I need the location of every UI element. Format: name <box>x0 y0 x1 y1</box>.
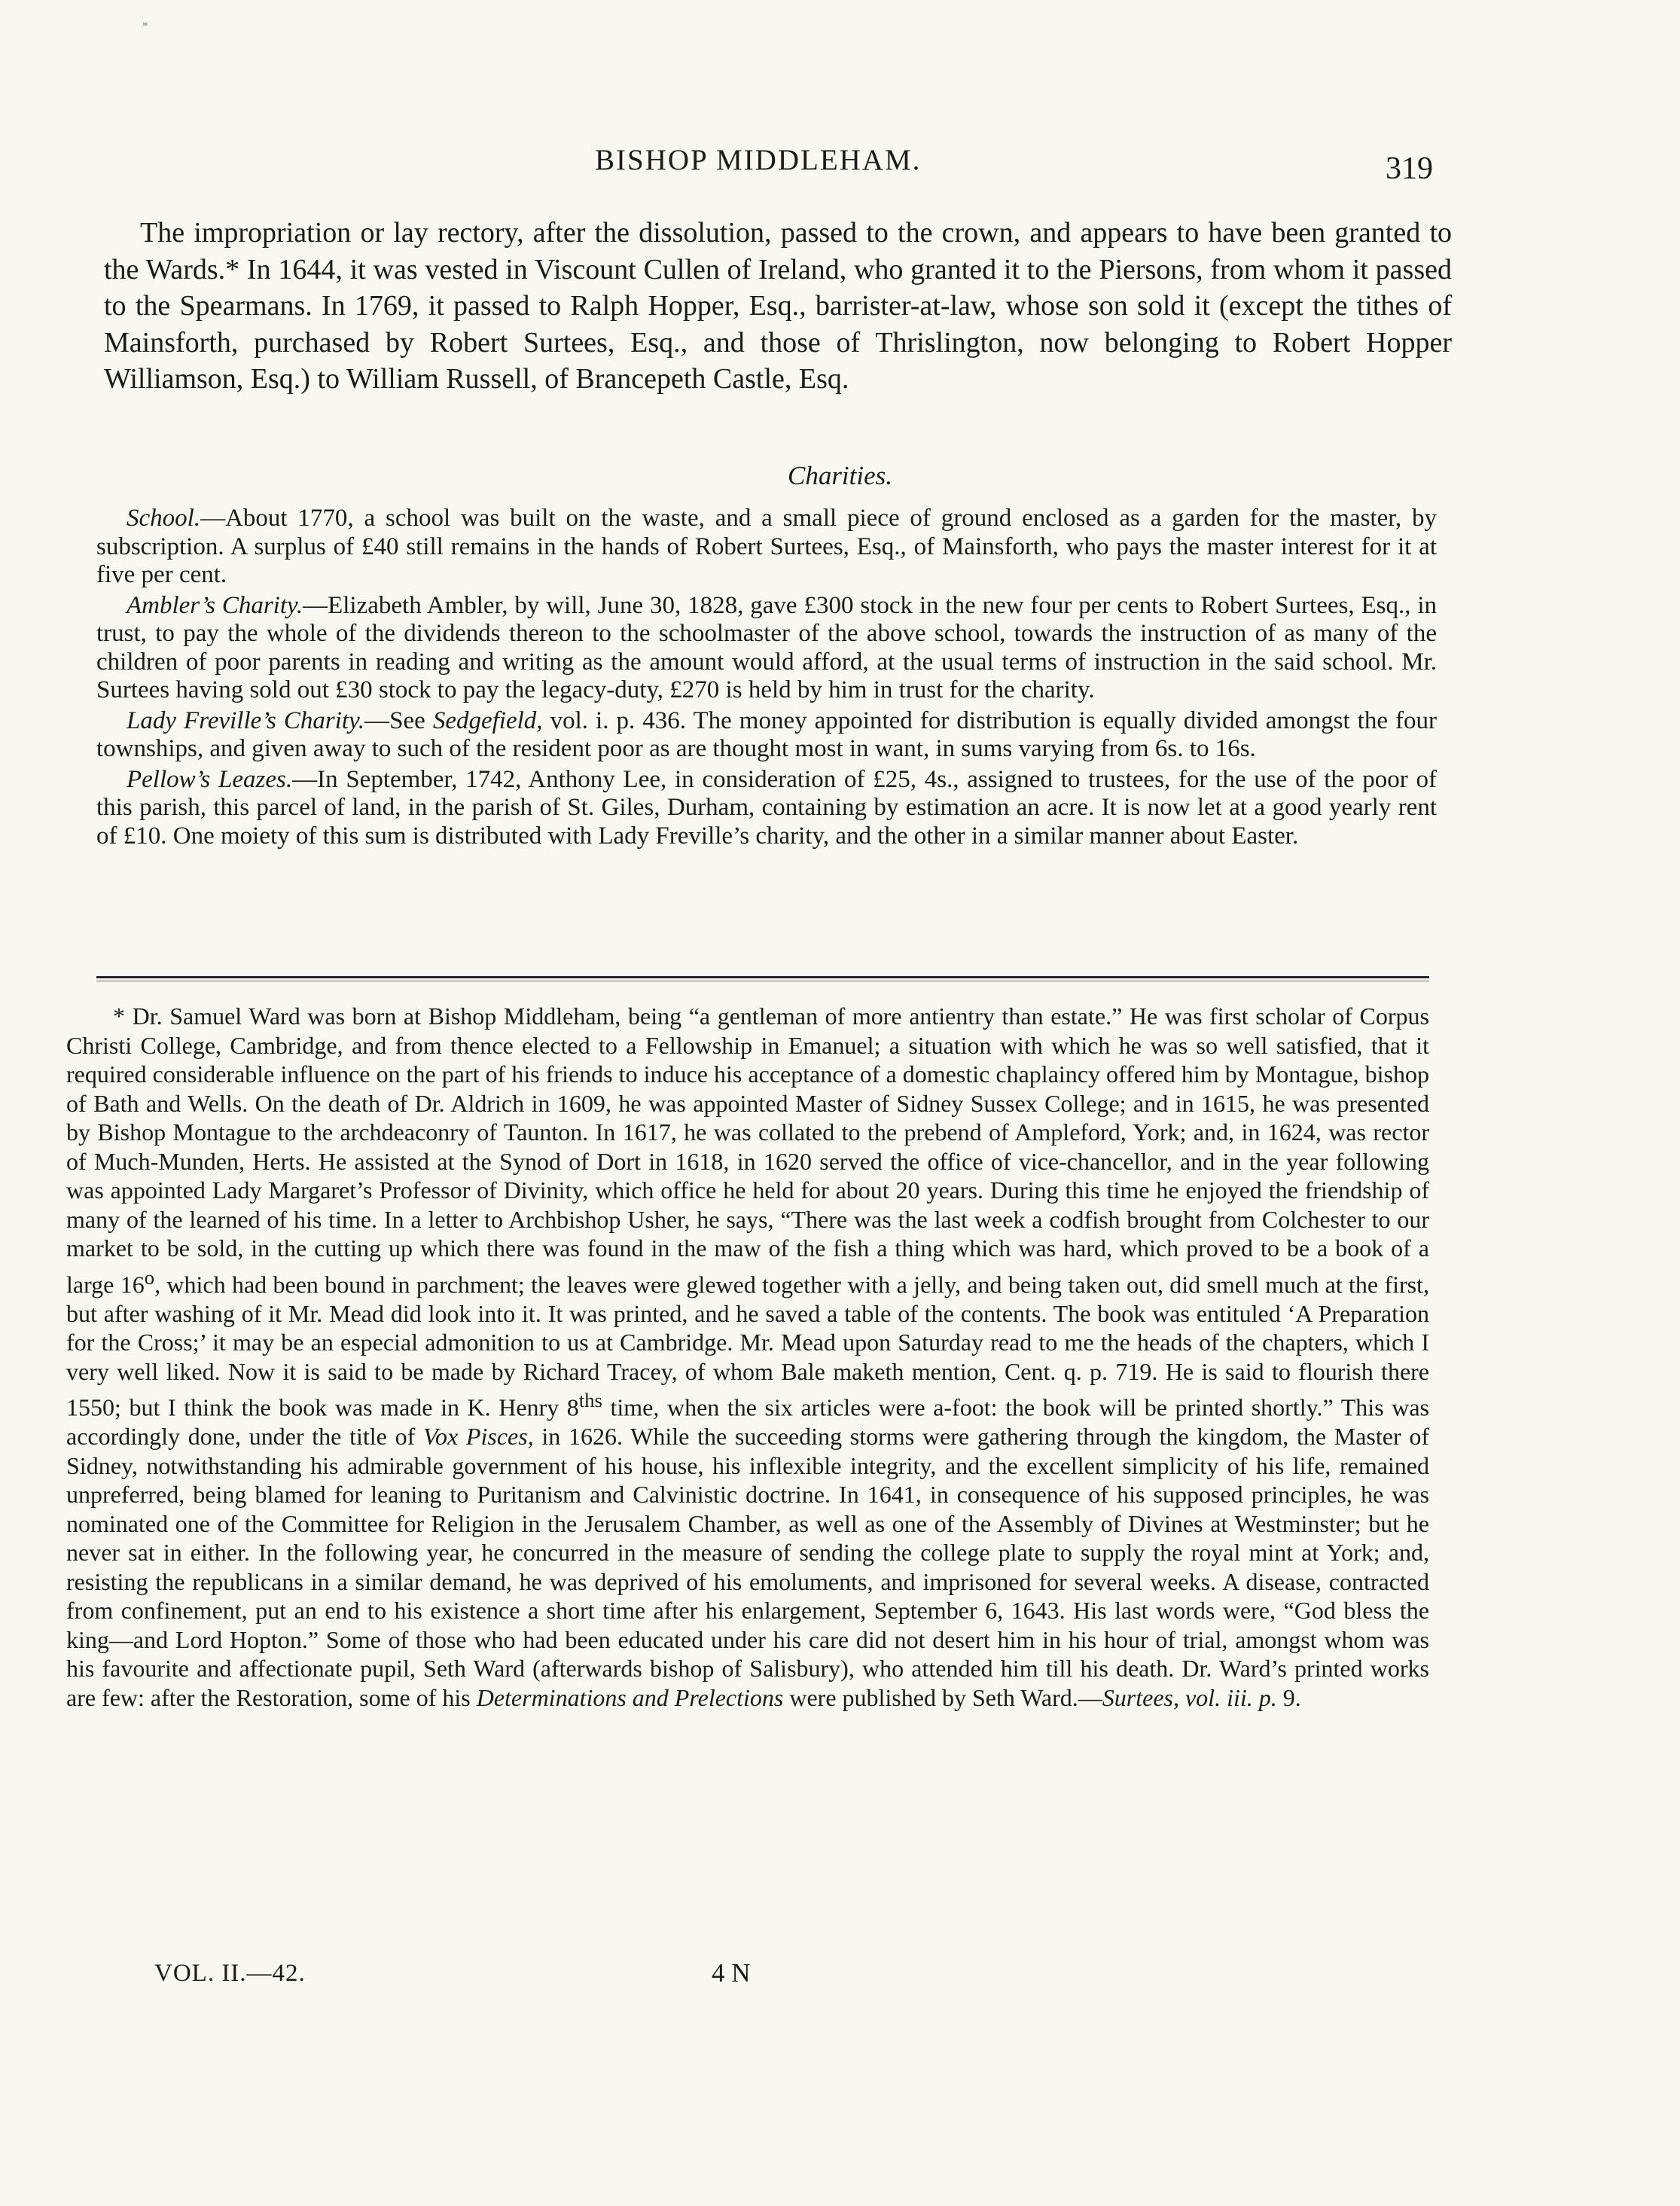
footnote-text: were published by Seth Ward.— <box>783 1683 1102 1711</box>
footnote-superscript: o <box>144 1265 155 1289</box>
footnote-text: in 1626. While the succeeding storms were gathering through the kingdom, the Master of Sidney, notwithstanding his admirable government of his house, his inflexible integrity, and the excellent simplicity of his life, remained unpreferred, being blamed for leaning to Puritanism and Calvinistic doctrine. In 1641, in consequence of his supposed principles, he was nominated one of the Committee for Religion in the Jerusalem Chamber, as well as one of the Assembly of Divines at Westminster; but he never sat in either. In the following year, he concurred in the measure of sending the college plate to supply the royal mint at York; and, resisting the republicans in a similar demand, he was deprived of his emoluments, and imprisoned for several weeks. A disease, contracted from confinement, put an end to his existence a short time after his enlargement, September 6, 1643. His last words were, “God bless the king—and Lord Hopton.” Some of those who had been educated under his care did not desert him in his hour of trial, amongst whom was his favourite and affectionate pupil, Seth Ward (afterwards bishop of Salisbury), who attended him till his death. Dr. Ward’s printed works are few: after the Restoration, some of his <box>66 1423 1430 1711</box>
main-paragraph: The impropriation or lay rectory, after the dissolution, passed to the crown, and appears to have been granted to the Wards.* In 1644, it was vested in Viscount Cullen of Ireland, who granted it to the Piersons, from whom it passed to the Spearmans. In 1769, it passed to Ralph Hopper, Esq., barrister-at-law, whose son sold it (except the tithes of Mainsforth, purchased by Robert Surtees, Esq., and those of Thrislington, now belonging to Robert Hopper Williamson, Esq.) to William Russell, of Brancepeth Castle, Esq. <box>104 217 1452 395</box>
page-number: 319 <box>1386 151 1433 186</box>
footnote <box>66 1002 1429 1712</box>
footnote-rule <box>96 976 1429 981</box>
volume-signature: VOL. II.—42. <box>154 1960 306 1987</box>
charity-lead: Ambler’s Charity. <box>127 591 303 619</box>
charities-heading: Charities. <box>787 461 893 490</box>
charity-text: —About 1770, a school was built on the waste, and a small piece of ground enclosed as a garden for the master, by subscription. A surplus of £40 still remains in the hands of Robert Surtees, Esq., of Mainsforth, who pays the master interest for it at five per cent. <box>96 505 1437 588</box>
footnote-text: time, when the six articles were a-foot: the book will be printed shortly.” This was accordingly done, under the title of <box>66 1393 1430 1451</box>
sheet-mark: 4 N <box>712 1958 751 1988</box>
charity-entry-ambler <box>96 592 1437 705</box>
charity-lead: School. <box>127 505 201 532</box>
charity-lead: Lady Freville’s Charity. <box>127 706 365 734</box>
charity-lead: Pellow’s Leazes. <box>127 765 293 793</box>
charity-cross-reference: Sedgefield, <box>432 706 543 734</box>
running-head: BISHOP MIDDLEHAM. <box>595 144 922 176</box>
footnote-book-title: Determinations and Prelections <box>476 1683 784 1711</box>
charity-text: —In September, 1742, Anthony Lee, in consideration of £25, 4s., assigned to trustees, for the use of the poor of this parish, this parcel of land, in the parish of St. Giles, Durham, containing by estimation an acre. It is now let at a good yearly rent of £10. One moiety of this sum is distributed with Lady Freville’s charity, and the other in a similar manner about Easter. <box>96 765 1438 850</box>
footnote-text: 9. <box>1276 1683 1301 1711</box>
footnote-text: * Dr. Samuel Ward was born at Bishop Middleham, being “a gentleman of more antientry than estate.” He was first scholar of Corpus Christi College, Cambridge, and from thence elected to a Fellowship in Emanuel; a situation with which he was so well satisfied, that it required considerable influence on the part of his friends to induce his acceptance of a domestic chaplaincy offered him by Montague, bishop of Bath and Wells. On the death of Dr. Aldrich in 1609, he was appointed Master of Sidney Sussex College; and in 1615, he was presented by Bishop Montague to the archdeaconry of Taunton. In 1617, he was collated to the prebend of Ampleford, York; and, in 1624, was rector of Much-Munden, Herts. He assisted at the Synod of Dort in 1618, in 1620 served the office of vice-chancellor, and in the year following was appointed Lady Margaret’s Professor of Divinity, which office he held for about 20 years. During this time he enjoyed the friendship of many of the learned of his time. In a letter to Archbishop Usher, he says, “There was the last week a codfish brought from Colchester to our market to be sold, in the cutting up which there was found in the maw of the fish a thing which was hard, which proved to be a book of a large 16 <box>66 1002 1429 1298</box>
charity-entry-school <box>96 505 1437 590</box>
footnote-superscript: ths <box>578 1389 602 1412</box>
charity-text: vol. i. p. 436. The money appointed for distribution is equally divided amongst the four townships, and given away to such of the resident poor as are thought most in want, in sums varying from 6s. to 16s. <box>96 706 1437 762</box>
charity-text-before-ref: —See <box>364 706 433 734</box>
charities-list <box>96 505 1437 853</box>
print-speck <box>143 23 148 26</box>
charity-text: —Elizabeth Ambler, by will, June 30, 1828, gave £300 stock in the new four per cents to Robert Surtees, Esq., in trust, to pay the whole of the dividends thereon to the schoolmaster of the above school, towards the instruction of as many of the children of poor parents in reading and writing as the amount would afford, at the usual terms of instruction in the said school. Mr. Surtees having sold out £30 stock to pay the legacy-duty, £270 is held by him in trust for the charity. <box>96 591 1437 703</box>
footnote-text: , which had been bound in parchment; the leaves were glewed together with a jelly, and being taken out, did smell much at the first, but after washing of it Mr. Mead did look into it. It was printed, and he saved a table of the contents. The book was entituled ‘A Preparation for the Cross;’ it may be an especial admonition to us at Cambridge. Mr. Mead upon Saturday read to me the heads of the chapters, which I very well liked. Now it is said to be made by Richard Tracey, of whom Bale maketh mention, Cent. q. p. 719. He is said to flourish there 1550; but I think the book was made in K. Henry 8 <box>66 1271 1430 1421</box>
footnote-book-title: Vox Pisces, <box>423 1423 534 1451</box>
charity-entry-freville <box>96 707 1437 764</box>
footnote-source: Surtees, vol. iii. p. <box>1102 1683 1277 1711</box>
charity-entry-pellow <box>96 766 1437 851</box>
